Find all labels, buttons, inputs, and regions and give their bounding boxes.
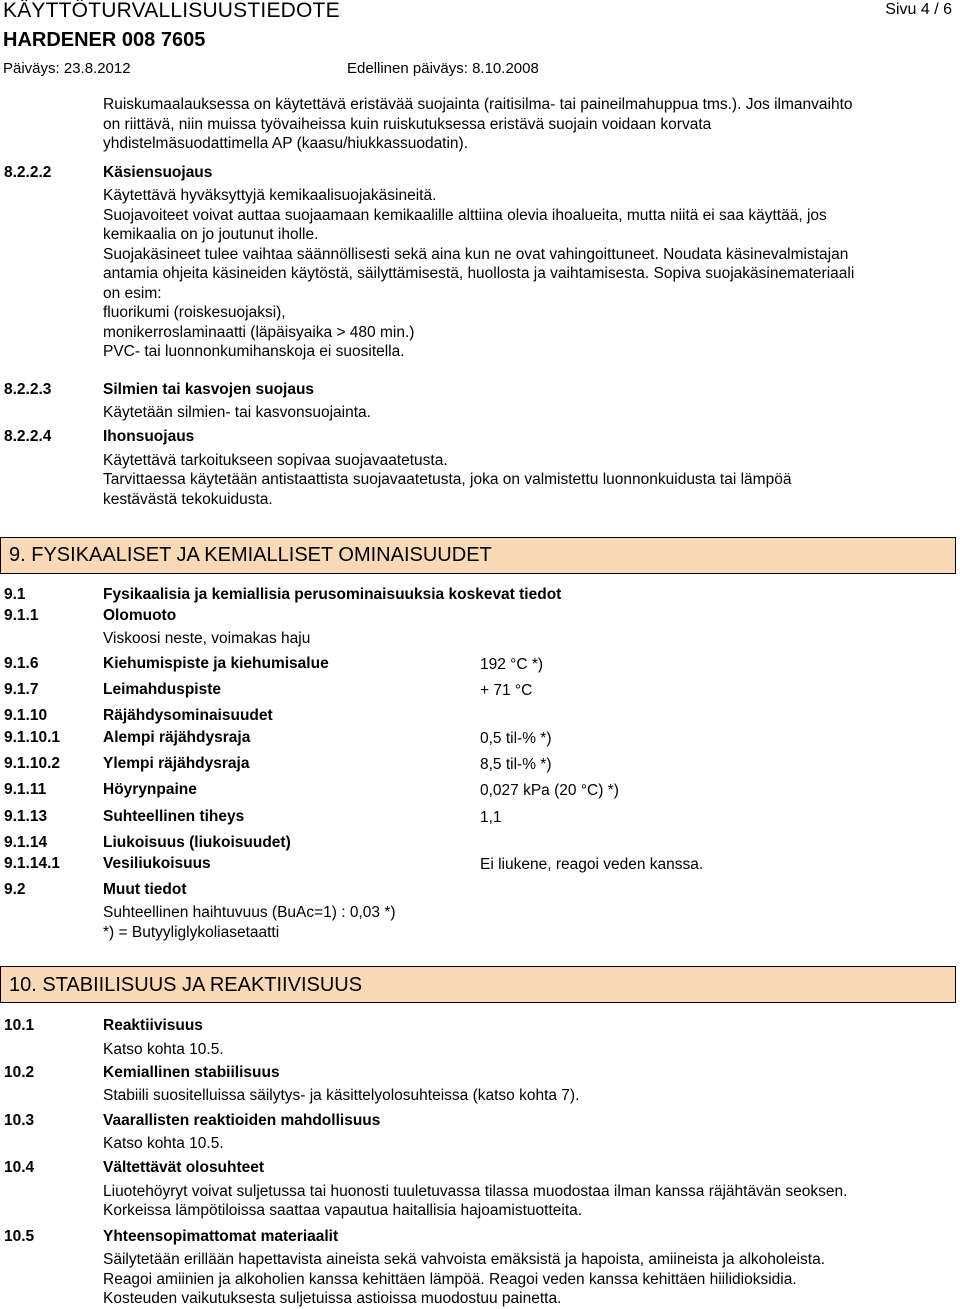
row-number: 9.1.14 — [4, 834, 48, 851]
hand-protection-line: antamia ohjeita käsineiden käytöstä, säilyttämisestä, huollosta ja vaihtamisesta. Sopiva suojakäsinemateriaali — [103, 265, 855, 282]
row-label: Ylempi räjähdysraja — [103, 755, 250, 772]
product-name: HARDENER 008 7605 — [3, 29, 206, 51]
row-label: Liukoisuus (liukoisuudet) — [103, 834, 291, 851]
other-info-line: *) = Butyyliglykoliasetaatti — [103, 924, 280, 941]
row-label: Kemiallinen stabiilisuus — [103, 1064, 280, 1081]
eye-protection-text: Käytetään silmien- tai kasvonsuojainta. — [103, 404, 371, 421]
hand-protection-line: Suojavoiteet voivat auttaa suojaamaan kemikaalille alttiina olevia ihoalueita, mutta niitä ei saa käyttää, jos — [103, 207, 827, 224]
row-number: 10.2 — [4, 1064, 35, 1081]
row-number: 10.3 — [4, 1112, 35, 1129]
row-label: Höyrynpaine — [103, 781, 197, 798]
appearance-text: Viskoosi neste, voimakas haju — [103, 630, 311, 647]
row-label: Reaktiivisuus — [103, 1017, 203, 1034]
vapour-pressure-value: 0,027 kPa (20 °C) *) — [480, 782, 619, 799]
boiling-point-value: 192 °C *) — [480, 656, 544, 673]
previous-date: Edellinen päiväys: 8.10.2008 — [347, 60, 539, 77]
section-10-heading: 10. STABIILISUUS JA REAKTIIVISUUS — [0, 966, 956, 1003]
row-label: Kiehumispiste ja kiehumisalue — [103, 655, 329, 672]
flash-point-value: + 71 °C — [480, 682, 533, 699]
row-number: 9.1.7 — [4, 681, 39, 698]
skin-protection-title: Ihonsuojaus — [103, 428, 195, 445]
row-label: Yhteensopimattomat materiaalit — [103, 1228, 339, 1245]
row-number: 10.5 — [4, 1228, 35, 1245]
row-label: Olomuoto — [103, 607, 177, 624]
hand-protection-line: Käytettävä hyväksyttyjä kemikaalisuojakäsineitä. — [103, 187, 437, 204]
row-label: Fysikaalisia ja kemiallisia perusominaisuuksia koskevat tiedot — [103, 586, 562, 603]
issue-date: Päiväys: 23.8.2012 — [3, 60, 131, 77]
hand-protection-line: monikerroslaminaatti (läpäisyaika > 480 min.) — [103, 324, 415, 341]
skin-protection-line: Käytettävä tarkoitukseen sopivaa suojavaatetusta. — [103, 452, 448, 469]
incompatible-materials-line: Kosteuden vaikutuksesta suljetuissa astioissa muodostuu painetta. — [103, 1290, 562, 1307]
row-label: Alempi räjähdysraja — [103, 729, 251, 746]
row-number: 9.1.6 — [4, 655, 39, 672]
page-number: Sivu 4 / 6 — [885, 1, 952, 18]
section-number: 8.2.2.2 — [4, 164, 52, 181]
intro-line: yhdistelmäsuodattimella AP (kaasu/hiukkassuodatin). — [103, 135, 469, 152]
document-title: KÄYTTÖTURVALLISUUSTIEDOTE — [3, 0, 340, 22]
other-info-line: Suhteellinen haihtuvuus (BuAc=1) : 0,03 *) — [103, 904, 396, 921]
row-label: Vesiliukoisuus — [103, 855, 211, 872]
row-number: 9.1 — [4, 586, 26, 603]
conditions-line: Liuotehöyryt voivat suljetussa tai huonosti tuuletuvassa tilassa muodostaa ilman kanssa räjähtävän seoksen. — [103, 1183, 848, 1200]
section-number: 8.2.2.3 — [4, 381, 52, 398]
incompatible-materials-line: Reagoi amiinien ja alkoholien kanssa kehittäen lämpöä. Reagoi veden kanssa kehittäen hiilidioksidia. — [103, 1271, 797, 1288]
row-label: Suhteellinen tiheys — [103, 808, 245, 825]
eye-protection-title: Silmien tai kasvojen suojaus — [103, 381, 315, 398]
reactivity-text: Katso kohta 10.5. — [103, 1041, 224, 1058]
relative-density-value: 1,1 — [480, 809, 502, 826]
hand-protection-line: on esim: — [103, 285, 162, 302]
row-label: Leimahduspiste — [103, 681, 221, 698]
row-label: Vältettävät olosuhteet — [103, 1159, 265, 1176]
hand-protection-line: PVC- tai luonnonkumihanskoja ei suositella. — [103, 343, 405, 360]
row-number: 9.1.14.1 — [4, 855, 61, 872]
skin-protection-line: Tarvittaessa käytetään antistaattista suojavaatetusta, joka on valmistettu luonnonkuidusta tai lämpöä — [103, 471, 792, 488]
row-number: 10.1 — [4, 1017, 35, 1034]
row-label: Vaarallisten reaktioiden mahdollisuus — [103, 1112, 381, 1129]
skin-protection-line: kestävästä tekokuidusta. — [103, 491, 273, 508]
section-9-heading: 9. FYSIKAALISET JA KEMIALLISET OMINAISUUDET — [0, 537, 956, 574]
row-number: 10.4 — [4, 1159, 35, 1176]
row-number: 9.1.1 — [4, 607, 39, 624]
row-label: Muut tiedot — [103, 881, 187, 898]
hand-protection-line: fluorikumi (roiskesuojaksi), — [103, 304, 286, 321]
incompatible-materials-line: Säilytetään erillään hapettavista aineista sekä vahvoista emäksistä ja hapoista, amiineista ja alkoholeista. — [103, 1251, 826, 1268]
row-number: 9.1.10.2 — [4, 755, 61, 772]
lower-explosion-limit-value: 0,5 til-% *) — [480, 730, 552, 747]
row-number: 9.1.10.1 — [4, 729, 61, 746]
hand-protection-title: Käsiensuojaus — [103, 164, 213, 181]
hand-protection-line: kemikaalia on jo joutunut iholle. — [103, 226, 319, 243]
section-number: 8.2.2.4 — [4, 428, 52, 445]
water-solubility-value: Ei liukene, reagoi veden kanssa. — [480, 856, 704, 873]
hand-protection-line: Suojakäsineet tulee vaihtaa säännöllisesti sekä aina kun ne ovat vahingoittuneet. Noudata käsinevalmistajan — [103, 246, 849, 263]
row-number: 9.2 — [4, 881, 26, 898]
row-number: 9.1.10 — [4, 707, 48, 724]
row-number: 9.1.13 — [4, 808, 48, 825]
hazardous-reactions-text: Katso kohta 10.5. — [103, 1135, 224, 1152]
row-number: 9.1.11 — [4, 781, 47, 798]
intro-line: on riittävä, niin muissa työvaiheissa kuin ruiskutuksessa eristävä suojain voidaan korvata — [103, 116, 712, 133]
row-label: Räjähdysominaisuudet — [103, 707, 273, 724]
conditions-line: Korkeissa lämpötiloissa saattaa vapautua haitallisia hajoamistuotteita. — [103, 1202, 583, 1219]
upper-explosion-limit-value: 8,5 til-% *) — [480, 756, 552, 773]
intro-line: Ruiskumaalauksessa on käytettävä eristävää suojainta (raitisilma- tai paineilmahuppua tms.). Jos ilmanvaihto — [103, 96, 853, 113]
stability-text: Stabiili suositelluissa säilytys- ja käsittelyolosuhteissa (katso kohta 7). — [103, 1087, 580, 1104]
